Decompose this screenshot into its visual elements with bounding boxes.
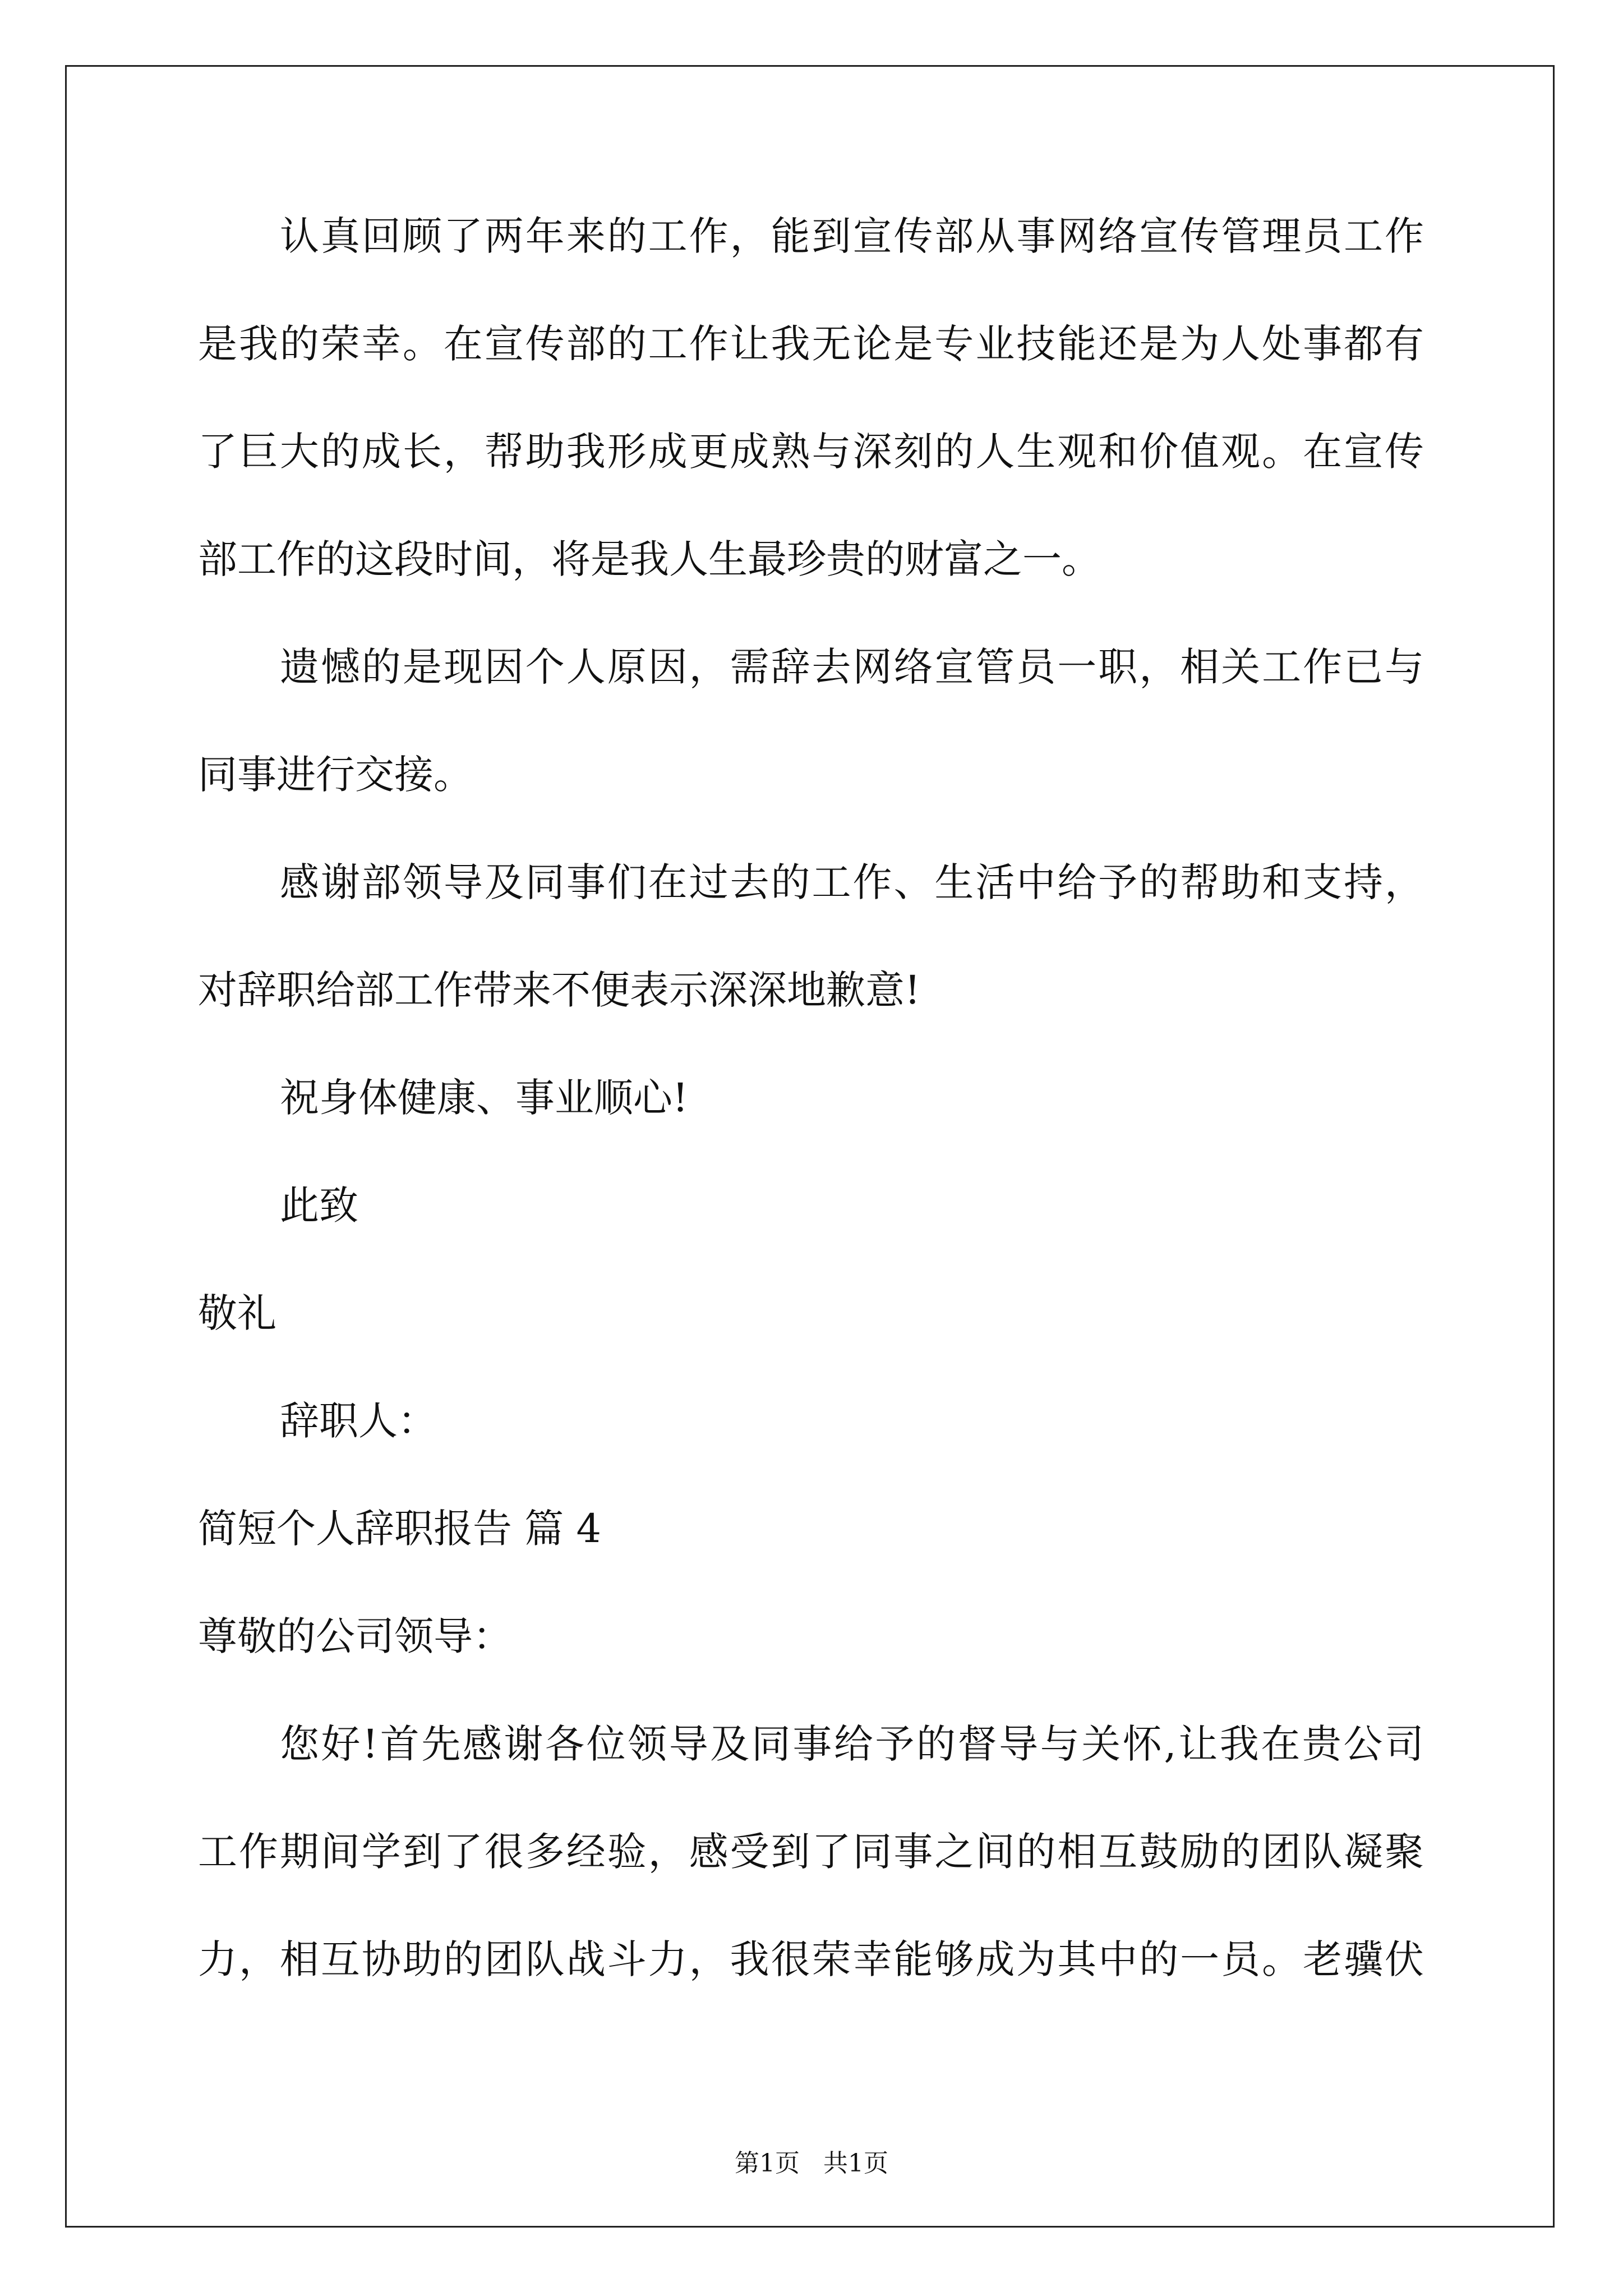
paragraph-line: 感谢部领导及同事们在过去的工作、生活中给予的帮助和支持， <box>280 859 1424 905</box>
paragraph-line: 了巨大的成长，帮助我形成更成熟与深刻的人生观和价值观。在宣传 <box>198 429 1424 475</box>
paragraph-line: 部工作的这段时间，将是我人生最珍贵的财富之一。 <box>198 536 1101 582</box>
paragraph-line: 同事进行交接。 <box>198 752 473 798</box>
paragraph-line: 是我的荣幸。在宣传部的工作让我无论是专业技能还是为人处事都有 <box>198 321 1424 367</box>
closing-line: 此致 <box>280 1182 358 1228</box>
paragraph-line: 对辞职给部工作带来不便表示深深地歉意! <box>198 967 921 1013</box>
section-heading: 简短个人辞职报告 篇 4 <box>198 1506 602 1552</box>
salutation-line: 敬礼 <box>198 1290 276 1336</box>
page-number-footer: 第1页 共1页 <box>735 2149 888 2178</box>
document-body <box>198 209 1424 2040</box>
paragraph-line: 祝身体健康、事业顺心! <box>280 1075 689 1121</box>
paragraph-line: 遗憾的是现因个人原因，需辞去网络宣管员一职，相关工作已与 <box>280 644 1424 690</box>
paragraph-line: 认真回顾了两年来的工作，能到宣传部从事网络宣传管理员工作 <box>280 213 1424 259</box>
signature-line: 辞职人： <box>280 1398 437 1444</box>
greeting-line: 尊敬的公司领导： <box>198 1613 512 1659</box>
paragraph-line: 力，相互协助的团队战斗力，我很荣幸能够成为其中的一员。老骥伏 <box>198 1936 1424 1982</box>
paragraph-line: 您好!首先感谢各位领导及同事给予的督导与关怀,让我在贵公司 <box>280 1721 1424 1767</box>
paragraph-line: 工作期间学到了很多经验，感受到了同事之间的相互鼓励的团队凝聚 <box>198 1829 1424 1875</box>
